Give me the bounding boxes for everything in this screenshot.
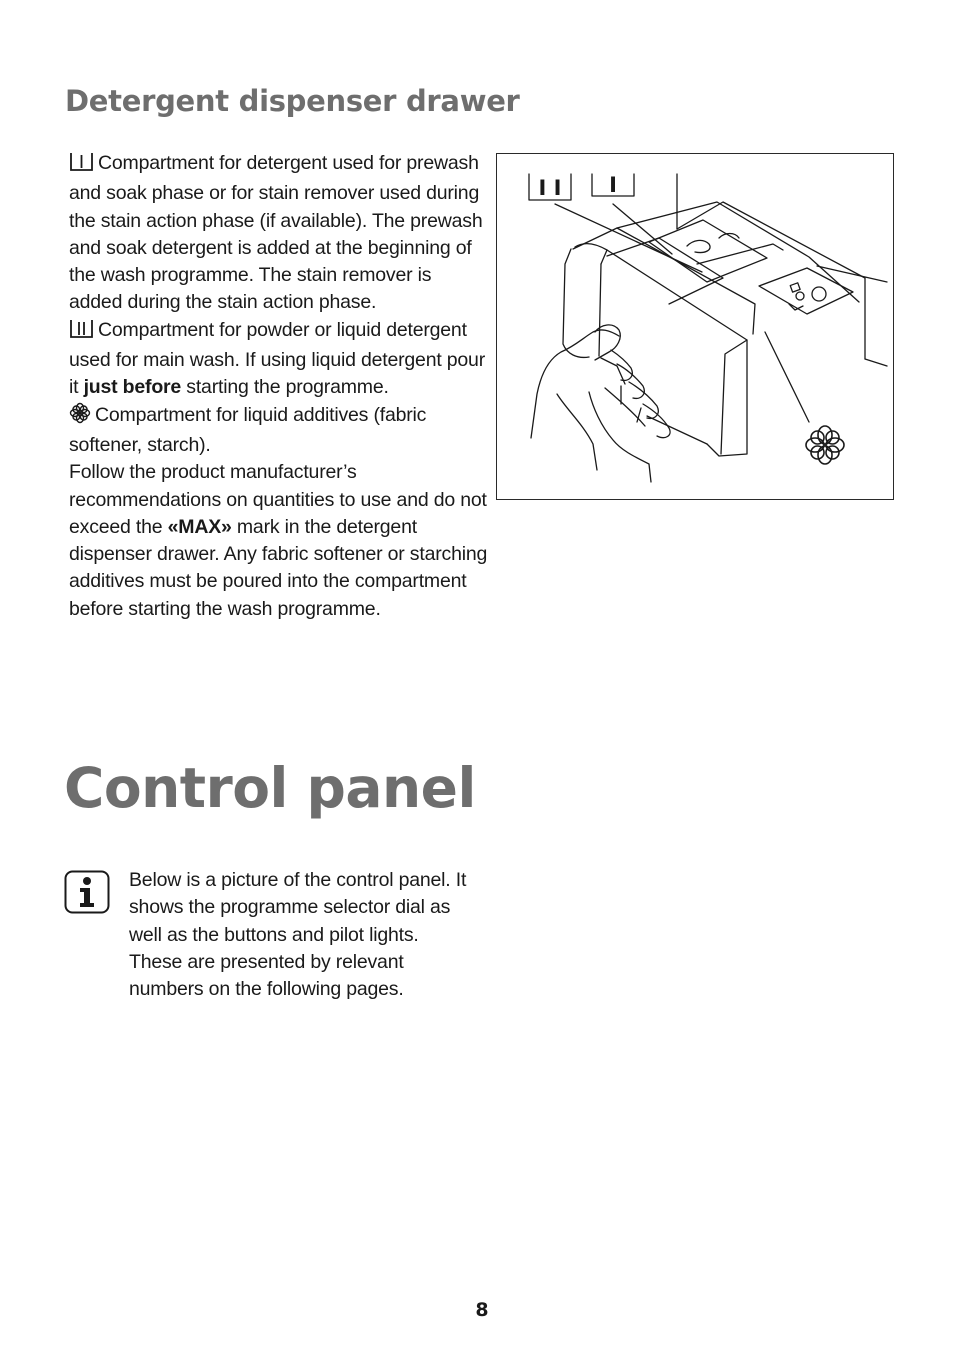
mainwash-paragraph: Compartment for powder or liquid detergent used for main wash. If using liquid detergent pour it just before starting the programme. bbox=[69, 318, 486, 399]
prewash-paragraph: Compartment for detergent used for prewash and soak phase or for stain remover used during the stain action phase (if available). The prewash and soak detergent is added at the beginning of the wash programme. The stain remover is added during the stain action phase. bbox=[69, 152, 483, 314]
follow-paragraph: Follow the product manufacturer’s recommendations on quantities to use and do not exceed the «MAX» mark in the detergent dispenser drawer. Any fabric softener or starching additives must be poured into the compartment before starting the wash programme. bbox=[69, 461, 488, 620]
dispenser-drawer-illustration bbox=[496, 153, 894, 500]
detergent-description bbox=[69, 150, 489, 623]
page-number: 8 bbox=[475, 1299, 489, 1321]
section-title-control-panel: Control panel bbox=[64, 756, 476, 820]
emphasis-just-before: just before bbox=[83, 376, 182, 399]
flower-icon bbox=[69, 402, 91, 432]
figure-flower-icon bbox=[806, 426, 844, 464]
emphasis-max: «MAX» bbox=[167, 515, 232, 538]
info-note: Below is a picture of the control panel. It shows the programme selector dial as well as the buttons and pilot lights. These are presented by relevant numbers on the following pages. bbox=[129, 869, 467, 1001]
compartment-I-icon bbox=[69, 151, 94, 180]
info-icon bbox=[64, 870, 110, 918]
section-title-detergent: Detergent dispenser drawer bbox=[65, 84, 520, 118]
additives-paragraph: Compartment for liquid additives (fabric softener, starch). bbox=[69, 403, 427, 456]
compartment-II-icon bbox=[69, 318, 94, 347]
figure-label-i: I bbox=[609, 173, 617, 197]
figure-label-ii: I I bbox=[538, 176, 562, 200]
